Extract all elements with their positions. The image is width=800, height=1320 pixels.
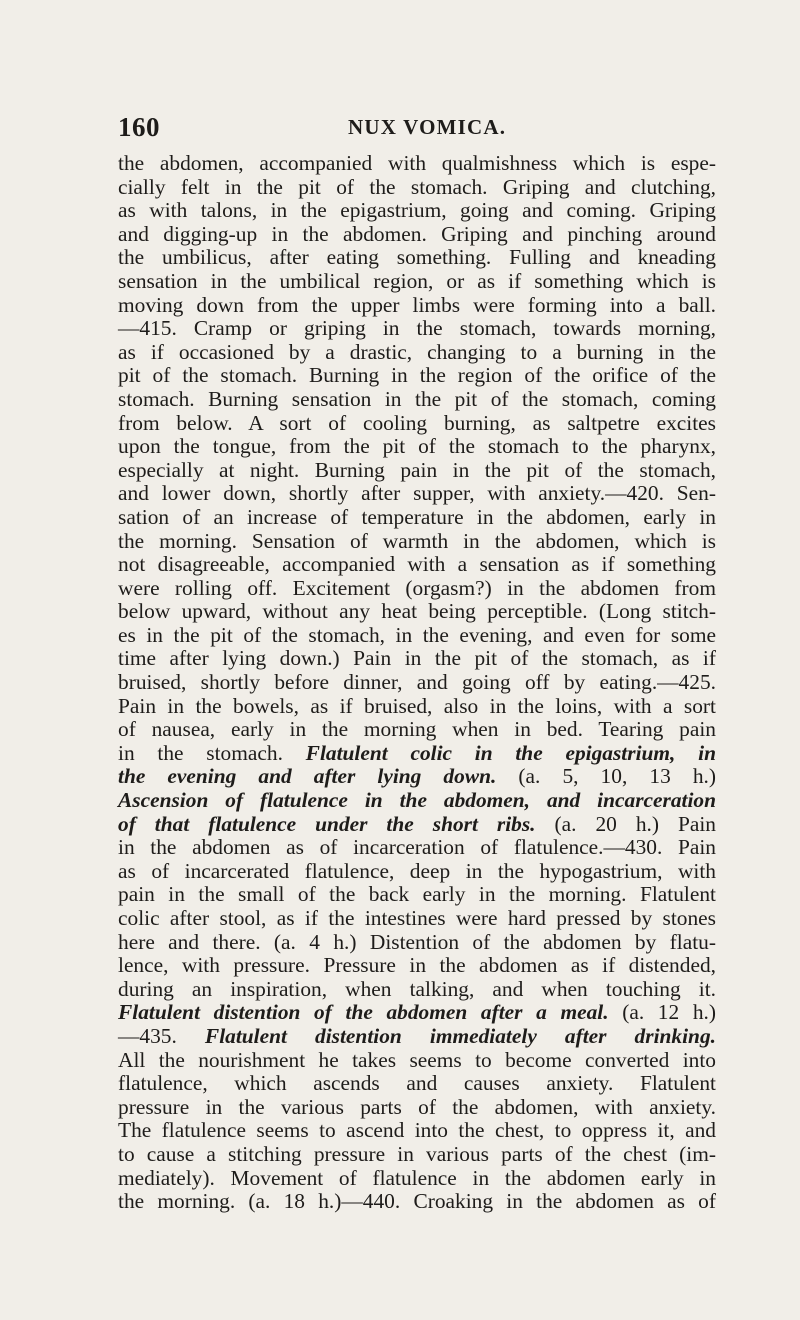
text-segment: to cause a stitching pressure in various parts of the chest (im- <box>118 1141 716 1166</box>
text-line <box>118 388 716 412</box>
text-segment: upon the tongue, from the pit of the stomach to the pharynx, <box>118 434 716 459</box>
text-line <box>118 671 716 695</box>
text-segment: below upward, without any heat being perceptible. (Long stitch- <box>118 599 716 624</box>
text-line <box>118 223 716 247</box>
text-line <box>118 1049 716 1073</box>
text-line <box>118 695 716 719</box>
text-segment: Pain in the bowels, as if bruised, also in the loins, with a sort <box>118 693 716 718</box>
text-segment: stomach. Burning sensation in the pit of the stomach, coming <box>118 386 716 411</box>
text-line <box>118 199 716 223</box>
italic-text-segment: Ascension of flatulence in the abdomen, and incarceration <box>118 788 716 813</box>
italic-text-segment: Flatulent colic in the epigastrium, in <box>305 740 716 765</box>
text-segment: moving down from the upper limbs were forming into a ball. <box>118 292 716 317</box>
text-line <box>118 294 716 318</box>
text-segment: colic after stool, as if the intestines were hard pressed by stones <box>118 906 716 930</box>
page-number: 160 <box>118 112 160 142</box>
text-segment: the abdomen, accompanied with qualmishness which is espe- <box>118 151 716 175</box>
text-segment: of nausea, early in the morning when in bed. Tearing pain <box>118 717 716 742</box>
italic-text-segment: Flatulent distention of the abdomen after a meal. <box>118 1000 609 1025</box>
text-line <box>118 647 716 671</box>
text-line <box>118 152 716 176</box>
text-segment: were rolling off. Excitement (orgasm?) in the abdomen from <box>118 575 716 600</box>
text-line <box>118 341 716 365</box>
text-line <box>118 530 716 554</box>
text-segment: (a. 20 h.) Pain <box>535 811 717 836</box>
text-line <box>118 907 716 931</box>
text-line <box>118 836 716 860</box>
text-line <box>118 246 716 270</box>
text-line <box>118 883 716 907</box>
text-segment: mediately). Movement of flatulence in the abdomen early in <box>118 1165 716 1190</box>
text-line <box>118 364 716 388</box>
text-segment: the morning. (a. 18 h.)—440. Croaking in the abdomen as of <box>118 1189 716 1214</box>
text-segment: as of incarcerated flatulence, deep in the hypogastrium, with <box>118 858 716 883</box>
text-segment: as with talons, in the epigastrium, going and coming. Griping <box>118 198 716 223</box>
text-segment: not disagreeable, accompanied with a sensation as if something <box>118 552 716 577</box>
text-segment: the umbilicus, after eating something. Fulling and kneading <box>118 245 716 270</box>
text-line <box>118 718 716 742</box>
text-line <box>118 435 716 459</box>
text-line <box>118 954 716 978</box>
text-segment: The flatulence seems to ascend into the chest, to oppress it, and <box>118 1118 716 1143</box>
text-line <box>118 978 716 1002</box>
text-line <box>118 482 716 506</box>
text-segment: sensation in the umbilical region, or as if something which is <box>118 268 716 293</box>
italic-text-segment: Flatulent distention immediately after drinking. <box>204 1023 716 1048</box>
text-segment: cially felt in the pit of the stomach. Griping and clutching, <box>118 174 716 199</box>
running-head: NUX VOMICA. <box>348 115 507 139</box>
text-segment: especially at night. Burning pain in the pit of the stomach, <box>118 457 716 482</box>
text-segment: and lower down, shortly after supper, with anxiety.—420. Sen- <box>118 481 716 506</box>
text-segment: in the stomach. <box>118 740 306 765</box>
text-line <box>118 270 716 294</box>
text-line <box>118 176 716 200</box>
text-segment: pressure in the various parts of the abdomen, with anxiety. <box>118 1094 716 1119</box>
text-segment: es in the pit of the stomach, in the evening, and even for some <box>118 622 716 647</box>
text-line <box>118 1143 716 1167</box>
text-segment: as if occasioned by a drastic, changing to a burning in the <box>118 339 716 364</box>
page-header <box>118 112 718 142</box>
text-segment: lence, with pressure. Pressure in the abdomen as if distended, <box>118 953 716 978</box>
text-line <box>118 1072 716 1096</box>
text-segment: pit of the stomach. Burning in the region of the orifice of the <box>118 363 716 388</box>
text-segment: in the abdomen as of incarceration of flatulence.—430. Pain <box>118 835 716 860</box>
text-segment: and digging-up in the abdomen. Griping and pinching around <box>118 221 716 246</box>
text-segment: (a. 12 h.) <box>608 1000 716 1025</box>
text-segment: —415. Cramp or griping in the stomach, towards morning, <box>118 316 716 341</box>
text-line <box>118 1190 716 1214</box>
text-line <box>118 577 716 601</box>
text-segment: All the nourishment he takes seems to become converted into <box>118 1047 716 1072</box>
text-segment: time after lying down.) Pain in the pit of the stomach, as if <box>118 646 716 671</box>
italic-text-segment: the evening and after lying down. <box>118 764 497 789</box>
text-line <box>118 1025 716 1049</box>
text-segment: flatulence, which ascends and causes anxiety. Flatulent <box>118 1071 716 1096</box>
text-segment: during an inspiration, when talking, and when touching it. <box>118 976 716 1001</box>
text-line <box>118 789 716 813</box>
text-line <box>118 506 716 530</box>
text-segment: bruised, shortly before dinner, and going off by eating.—425. <box>118 670 716 695</box>
text-line <box>118 742 716 766</box>
text-line <box>118 624 716 648</box>
text-line <box>118 1119 716 1143</box>
text-line <box>118 553 716 577</box>
text-segment: sation of an increase of temperature in the abdomen, early in <box>118 504 716 529</box>
text-line <box>118 860 716 884</box>
text-line <box>118 412 716 436</box>
text-segment: pain in the small of the back early in the morning. Flatulent <box>118 882 716 907</box>
text-segment: (a. 5, 10, 13 h.) <box>496 764 716 789</box>
text-segment: —435. <box>118 1023 205 1048</box>
italic-text-segment: of that flatulence under the short ribs. <box>118 811 536 836</box>
text-segment: here and there. (a. 4 h.) Distention of the abdomen by flatu- <box>118 929 716 954</box>
text-line <box>118 1167 716 1191</box>
text-line <box>118 1096 716 1120</box>
text-segment: from below. A sort of cooling burning, as saltpetre excites <box>118 410 716 435</box>
text-line <box>118 765 716 789</box>
text-line <box>118 1001 716 1025</box>
text-line <box>118 813 716 837</box>
text-line <box>118 931 716 955</box>
text-line <box>118 459 716 483</box>
text-line <box>118 317 716 341</box>
text-line <box>118 600 716 624</box>
body-text <box>118 152 716 1214</box>
text-segment: the morning. Sensation of warmth in the abdomen, which is <box>118 528 716 553</box>
